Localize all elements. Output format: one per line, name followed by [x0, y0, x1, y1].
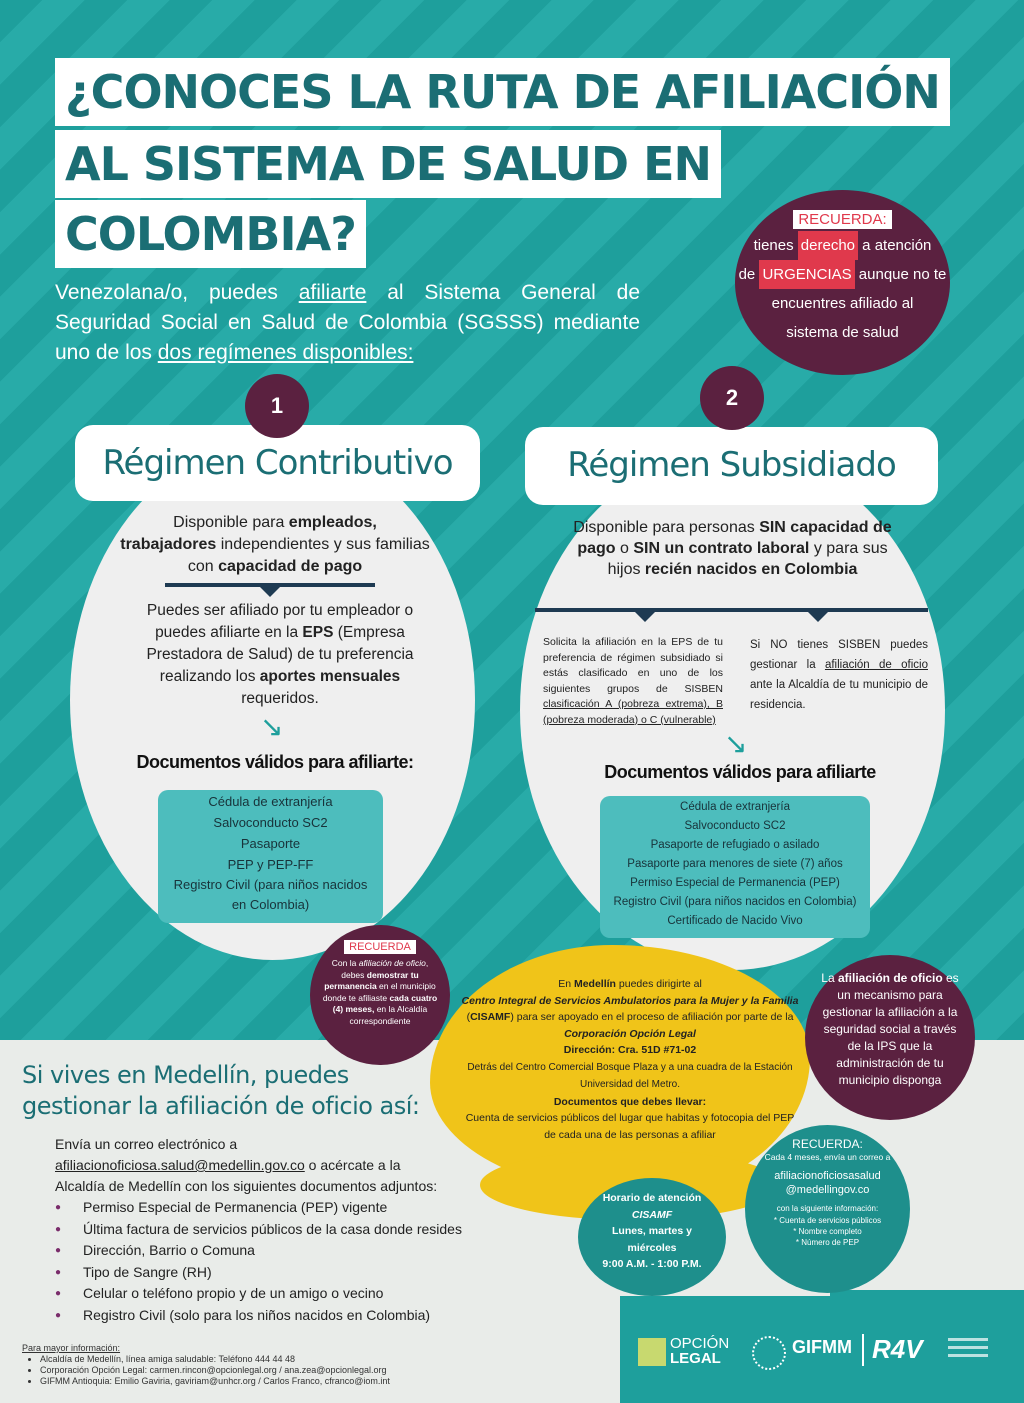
text: CISAMF	[631, 1208, 673, 1221]
recuerda-text: de	[738, 266, 760, 283]
heading-line: Si vives en Medellín, puedes	[22, 1061, 349, 1089]
logo-text: OPCIÓN	[670, 1335, 730, 1352]
cisamf-name: Centro Integral de Servicios Ambulatorios para la Mujer y la Familia	[461, 994, 799, 1007]
docs-text: Cuenta de servicios públicos del lugar que habitas y fotocopia del PEP de cada una de las personas a afiliar	[465, 1112, 795, 1141]
regime2-title: Régimen Subsidiado	[525, 427, 938, 505]
list-item: ● Última factura de servicios públicos de la casa donde resides	[55, 1219, 485, 1241]
doc-item: Pasaporte para menores de siete (7) años	[627, 858, 843, 870]
title-line-2: AL SISTEMA DE SALUD EN	[55, 130, 721, 198]
footer-heading: Para mayor información:	[22, 1343, 121, 1353]
text-underlined: clasificación A (pobreza extrema), B (pobreza moderada) o C (vulnerable)	[543, 698, 723, 726]
text-italic: afiliación de oficio	[358, 958, 426, 968]
divider-pointer	[635, 612, 655, 622]
medellin-instructions	[55, 1134, 455, 1197]
regime2-number: 2	[700, 366, 764, 430]
regime2-availability	[560, 517, 905, 580]
text: Con la	[331, 958, 359, 968]
doc-item: Registro Civil (para niños nacidos en Colombia)	[173, 877, 368, 912]
text-bold: SIN capacidad de pago	[577, 519, 892, 557]
text-bold: empleados,	[288, 514, 377, 531]
doc-item: Registro Civil (para niños nacidos en Colombia)	[613, 896, 857, 908]
text: Disponible para personas	[573, 519, 760, 536]
title-line-1: ¿CONOCES LA RUTA DE AFILIACIÓN	[55, 58, 950, 126]
text: En	[558, 978, 574, 990]
intro-regimenes: dos regímenes disponibles:	[157, 341, 414, 364]
docs-heading: Documentos que debes llevar:	[553, 1095, 707, 1108]
medellin-email-link[interactable]: afiliacionoficiosa.salud@medellin.gov.co	[55, 1157, 305, 1173]
regime1-availability	[110, 512, 440, 578]
text: Alcaldía de Medellín con los siguientes documentos adjuntos:	[55, 1178, 438, 1194]
list-item: ● Tipo de Sangre (RH)	[55, 1262, 485, 1284]
recuerda-text: tienes	[753, 237, 798, 254]
text: con la siguiente información:	[776, 1204, 879, 1213]
medellin-docs-list	[55, 1197, 485, 1326]
footer-item: • Alcaldía de Medellín, línea amiga saludable: Teléfono 444 44 48	[40, 1354, 390, 1365]
horario-circle	[578, 1178, 726, 1296]
opcion-legal-logo-icon	[638, 1338, 666, 1366]
text: ante la Alcaldía de tu municipio de residencia.	[750, 679, 928, 711]
title-line-3: COLOMBIA?	[55, 200, 366, 268]
opcion-legal-name: Corporación Opción Legal	[564, 1027, 696, 1040]
regime2-no-sisben-text	[750, 635, 928, 715]
text: 9:00 A.M. - 1:00 P.M.	[602, 1258, 702, 1270]
text-bold: trabajadores	[120, 536, 217, 553]
text: (	[466, 1011, 471, 1023]
list-item: ● Celular o teléfono propio y de un amigo o vecino	[55, 1283, 485, 1305]
text-bold: afiliación de oficio	[837, 971, 943, 985]
text-bold: demostrar tu permanencia	[324, 969, 419, 991]
recuerda-text: sistema de salud	[786, 324, 899, 341]
doc-item: Pasaporte de refugiado o asilado	[650, 839, 820, 851]
regime2-docs-heading: Documentos válidos para afiliarte	[604, 762, 876, 782]
recuerda-tag: RECUERDA	[344, 940, 416, 954]
list-item: ● Permiso Especial de Permanencia (PEP) vigente	[55, 1197, 485, 1219]
regime2-docs-box	[600, 796, 870, 938]
list-item: ● Registro Civil (solo para los niños nacidos en Colombia)	[55, 1305, 485, 1327]
list-item: ● Dirección, Barrio o Comuna	[55, 1240, 485, 1262]
text: * Número de PEP	[795, 1238, 860, 1247]
regime1-affiliation-text	[125, 600, 435, 710]
doc-item: PEP y PEP-FF	[227, 857, 314, 872]
text: requeridos.	[241, 690, 319, 707]
cisamf-text	[460, 976, 800, 1143]
footer-item: • GIFMM Antioquia: Emilio Gaviria, gaviriam@unhcr.org / Carlos Franco, cfranco@iom.int	[40, 1376, 390, 1387]
text: independientes y sus familias con	[187, 536, 430, 575]
footer-item: • Corporación Opción Legal: carmen.rincon@opcionlegal.org / ana.zea@opcionlegal.org	[40, 1365, 390, 1376]
regime1-docs-box	[158, 790, 383, 923]
doc-item: Pasaporte	[240, 836, 301, 851]
text: La	[821, 971, 838, 985]
text: y para sus hijos	[607, 540, 888, 578]
regime2-sisben-text	[543, 635, 723, 728]
afiliacion-oficio-circle	[805, 955, 975, 1120]
cisamf-address: Dirección: Cra. 51D #71-02	[563, 1044, 697, 1056]
doc-item: Permiso Especial de Permanencia (PEP)	[630, 877, 840, 889]
text-bold: aportes mensuales	[259, 668, 401, 685]
doc-item: Salvoconducto SC2	[684, 820, 786, 832]
text: puedes dirigirte al	[615, 978, 702, 990]
intro-afiliarte: afiliarte	[298, 281, 367, 304]
regime2-divider	[535, 608, 928, 612]
logo-divider	[862, 1334, 864, 1366]
divider-pointer	[260, 587, 280, 597]
text: , debes	[341, 958, 429, 980]
recuerda-text: a atención	[858, 237, 932, 254]
footer-contacts	[22, 1343, 390, 1387]
text: Disponible para	[173, 514, 289, 531]
text: Puedes ser afiliado por tu empleador o puedes afiliarte en la	[146, 602, 414, 641]
recuerda-oficio-circle	[310, 925, 450, 1065]
doc-item: Salvoconducto SC2	[213, 815, 328, 830]
recuerda-text: encuentres afiliado al	[771, 295, 914, 312]
text: Horario de atención	[602, 1192, 702, 1204]
recuerda-correo-circle	[745, 1125, 910, 1293]
text: en el municipio donde te afiliaste	[322, 981, 436, 1003]
text-bold: capacidad de pago	[218, 558, 363, 575]
regime1-docs-heading: Documentos válidos para afiliarte:	[136, 752, 414, 772]
down-arrow-icon: ↘	[260, 711, 284, 742]
text: Envía un correo electrónico a	[55, 1136, 238, 1152]
recuerda-text: aunque no te	[854, 266, 947, 283]
text-bold: CISAMF	[470, 1011, 511, 1023]
recuerda-tag: RECUERDA:	[793, 210, 891, 229]
opcion-legal-logo	[670, 1336, 729, 1366]
text: (Empresa Prestadora de Salud) de tu preferencia realizando los	[146, 624, 414, 685]
text-bold: EPS	[302, 624, 334, 641]
r4v-caption-line	[948, 1354, 988, 1357]
r4v-caption-line	[948, 1346, 988, 1349]
gifmm-globe-icon	[752, 1336, 786, 1370]
regime1-title: Régimen Contributivo	[75, 425, 480, 501]
r4v-logo: R4V	[872, 1334, 923, 1364]
recuerda-tag: RECUERDA:	[792, 1137, 863, 1151]
doc-item: Cédula de extranjería	[208, 794, 333, 809]
regime1-number: 1	[245, 374, 309, 438]
text: Si NO tienes SISBEN puedes gestionar la	[750, 639, 928, 671]
text: es un mecanismo para gestionar la afiliación a la seguridad social a través de la IPS que la administración de tu municipio disponga	[822, 971, 959, 1087]
recuerda-urgencias-circle	[735, 190, 950, 375]
text-bold: Medellín	[573, 978, 616, 990]
intro-text-1: Venezolana/o, puedes	[55, 281, 299, 304]
address-detail: Detrás del Centro Comercial Bosque Plaza y a una cuadra de la Estación Universidad del Metro.	[467, 1061, 793, 1090]
text: o acércate a la	[304, 1157, 401, 1173]
text: o	[615, 540, 634, 557]
recuerda-email: @medellingov.co	[785, 1184, 870, 1196]
medellin-heading	[22, 1060, 420, 1122]
text-bold: SIN un contrato laboral	[633, 540, 810, 557]
urgencias-highlight: URGENCIAS	[759, 260, 854, 289]
logo-text: LEGAL	[670, 1350, 721, 1367]
doc-item: Certificado de Nacido Vivo	[667, 915, 803, 927]
text-bold: cada cuatro (4) meses,	[332, 992, 438, 1014]
r4v-caption-line	[948, 1338, 988, 1341]
doc-item: Cédula de extranjería	[680, 801, 790, 813]
down-arrow-icon: ↘	[724, 728, 748, 759]
text: Solicita la afiliación en la EPS de tu preferencia de régimen subsidiado si estás clasificado en uno de los siguientes grupos de SISBEN	[543, 636, 723, 695]
text: Lunes, martes y miércoles	[612, 1225, 692, 1254]
text-underlined: afiliación de oficio	[824, 659, 928, 671]
recuerda-email: afiliacionoficiosasalud	[774, 1170, 881, 1182]
gifmm-logo: GIFMM	[792, 1337, 852, 1357]
intro-paragraph	[55, 278, 640, 368]
text: Cada 4 meses, envía un correo a	[764, 1152, 891, 1162]
text: en la Alcaldía correspondiente	[349, 1004, 428, 1026]
heading-line: gestionar la afiliación de oficio así:	[22, 1092, 420, 1120]
text-bold: recién nacidos en Colombia	[644, 561, 858, 578]
derecho-highlight: derecho	[798, 231, 858, 260]
text: * Nombre completo	[793, 1227, 862, 1236]
divider-pointer	[808, 612, 828, 622]
text: ) para ser apoyado en el proceso de afiliación por parte de la	[510, 1011, 794, 1023]
intro-text-2: al Sistema General de Seguridad Social en Salud de Colombia (SGSSS) mediante uno de los	[55, 281, 640, 364]
text: * Cuenta de servicios públicos	[773, 1216, 882, 1225]
